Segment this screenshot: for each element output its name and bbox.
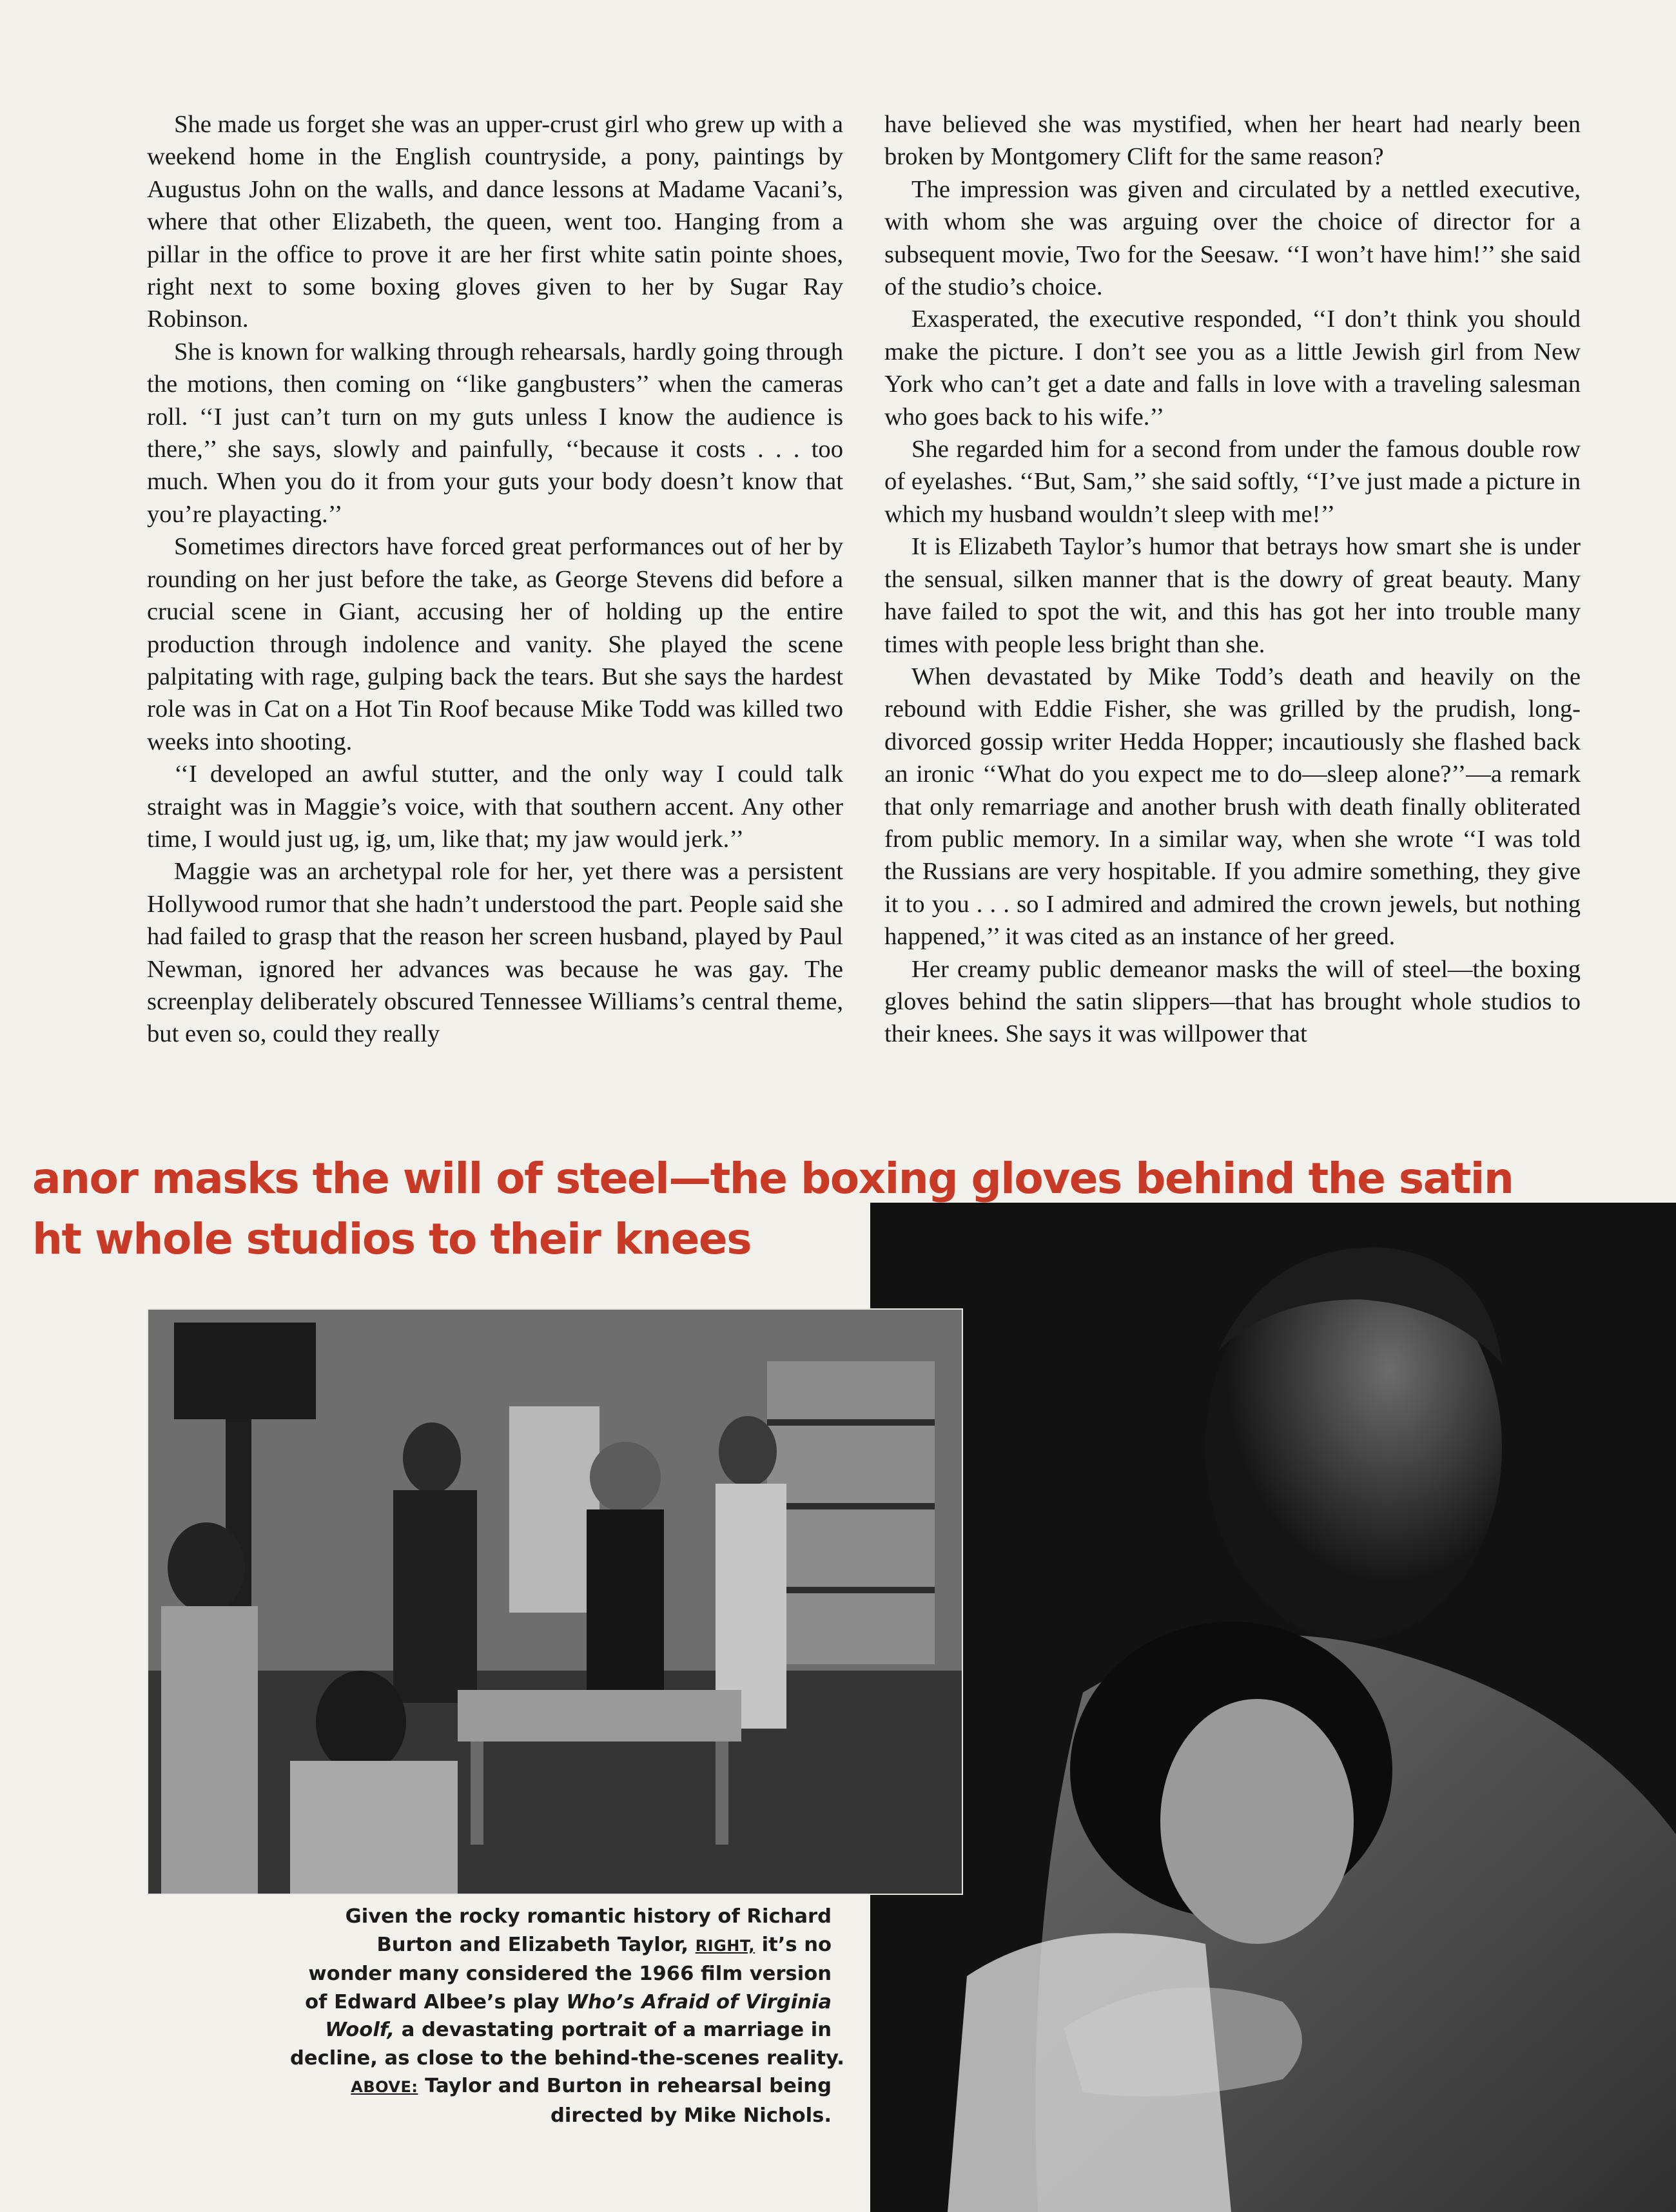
photo-rehearsal-set <box>147 1308 963 1895</box>
paragraph: It is Elizabeth Taylor’s humor that betrays how smart she is under the sensual, silken manner that is the dowry of great beauty. Many have failed to spot the wit, and this has got her into trouble many times with people less bright than she. <box>884 533 1581 658</box>
paragraph: have believed she was mystified, when her heart had nearly been broken by Montgomery Clift for the same reason? <box>884 111 1581 171</box>
caption-text: directed by Mike Nichols. <box>551 2104 832 2127</box>
paragraph: Maggie was an archetypal role for her, yet there was a persistent Hollywood rumor that she hadn’t understood the part. People said she had failed to grasp that the reason her screen husband, played by Paul Newman, ignored her advances was because he was gay. The screenplay deliberately obscured Tennessee Williams’s central theme, but even so, could they really <box>147 858 843 1048</box>
caption-film-title: Woolf, <box>325 2019 395 2041</box>
paragraph: Sometimes directors have forced great performances out of her by rounding on her just before the take, as George Stevens did before a crucial scene in Giant, accusing her of holding up the entire production through indolence and vanity. She played the scene palpitating with rage, gulping back the tears. But she says the hardest role was in Cat on a Hot Tin Roof because Mike Todd was killed two weeks into shooting. <box>147 533 843 755</box>
photo-burton-taylor <box>870 1203 1676 2212</box>
pull-quote-line: ht whole studios to their knees <box>32 1214 751 1264</box>
caption-film-title: Who’s Afraid of Virginia <box>566 1990 832 2013</box>
paragraph: Her creamy public demeanor masks the will of steel—the boxing gloves behind the satin slippers—that has brought whole studios to their knees. She says it was willpower that <box>884 955 1581 1048</box>
caption-label-right: RIGHT, <box>695 1936 755 1955</box>
caption-line <box>290 1988 832 2017</box>
caption-text: wonder many considered the 1966 film version <box>308 1963 832 1985</box>
photo-caption <box>290 1903 844 2130</box>
caption-line <box>290 2102 832 2130</box>
caption-line <box>290 2072 832 2102</box>
article-column-left <box>147 108 843 1051</box>
paragraph: She is known for walking through rehearsals, hardly going through the motions, then coming on ‘‘like gangbusters’’ when the cameras roll. ‘‘I just can’t turn on my guts unless I know the audience is there,’’ she says, slowly and painfully, ‘‘because it costs . . . too much. When you do it from your guts your body doesn’t know that you’re playacting.’’ <box>147 338 843 528</box>
paragraph: When devastated by Mike Todd’s death and heavily on the rebound with Eddie Fisher, she was grilled by the prudish, long-divorced gossip writer Hedda Hopper; incautiously she flashed back an ironic ‘‘What do you expect me to do—sleep alone?’’—a remark that only remarriage and another brush with death finally obliterated from public memory. In a similar way, when she wrote ‘‘I was told the Russians are very hospitable. If you admire something, they give it to you . . . so I admired and admired the crown jewels, but nothing happened,’’ it was cited as an instance of her greed. <box>884 663 1581 951</box>
caption-label-above: ABOVE: <box>351 2078 418 2096</box>
caption-line <box>290 1931 832 1961</box>
paragraph: ‘‘I developed an awful stutter, and the only way I could talk straight was in Maggie’s voice, with that southern accent. Any other time, I would just ug, ig, um, like that; my jaw would jerk.’’ <box>147 761 843 853</box>
article-column-right <box>884 108 1581 1051</box>
caption-line <box>290 2044 844 2073</box>
caption-text: Taylor and Burton in rehearsal being <box>425 2075 832 2097</box>
caption-text: Burton and Elizabeth Taylor, <box>376 1933 689 1956</box>
paragraph: She made us forget she was an upper-crust girl who grew up with a weekend home in the English countryside, a pony, paintings by Augustus John on the walls, and dance lessons at Madame Vacani’s, where that other Elizabeth, the queen, went too. Hanging from a pillar in the office to prove it are her first white satin pointe shoes, right next to some boxing gloves given to her by Sugar Ray Robinson. <box>147 111 843 333</box>
pull-quote <box>32 1149 1670 1270</box>
caption-line <box>290 2016 832 2044</box>
caption-text: Given the rocky romantic history of Richard <box>345 1905 832 1928</box>
photo-rehearsal-illustration <box>148 1310 962 1894</box>
caption-line <box>290 1960 832 1988</box>
caption-text: a devastating portrait of a marriage in <box>401 2019 832 2041</box>
photo-burton-taylor-illustration <box>870 1203 1676 2212</box>
paragraph: The impression was given and circulated by a nettled executive, with whom she was arguing over the choice of director for a subsequent movie, Two for the Seesaw. ‘‘I won’t have him!’’ she said of the studio’s choice. <box>884 175 1581 301</box>
pull-quote-line: anor masks the will of steel—the boxing gloves behind the satin <box>32 1154 1514 1203</box>
caption-line <box>290 1903 832 1931</box>
paragraph: She regarded him for a second from under the famous double row of eyelashes. ‘‘But, Sam,’’ she said softly, ‘‘I’ve just made a picture in which my husband wouldn’t sleep with me!’’ <box>884 436 1581 528</box>
caption-text: of Edward Albee’s play <box>305 1990 560 2013</box>
caption-text: it’s no <box>761 1933 832 1956</box>
caption-text: decline, as close to the behind-the-scenes reality. <box>290 2046 844 2070</box>
paragraph: Exasperated, the executive responded, ‘‘I don’t think you should make the picture. I don’t see you as a little Jewish girl from New York who can’t get a date and falls in love with a traveling salesman who goes back to his wife.’’ <box>884 306 1581 431</box>
